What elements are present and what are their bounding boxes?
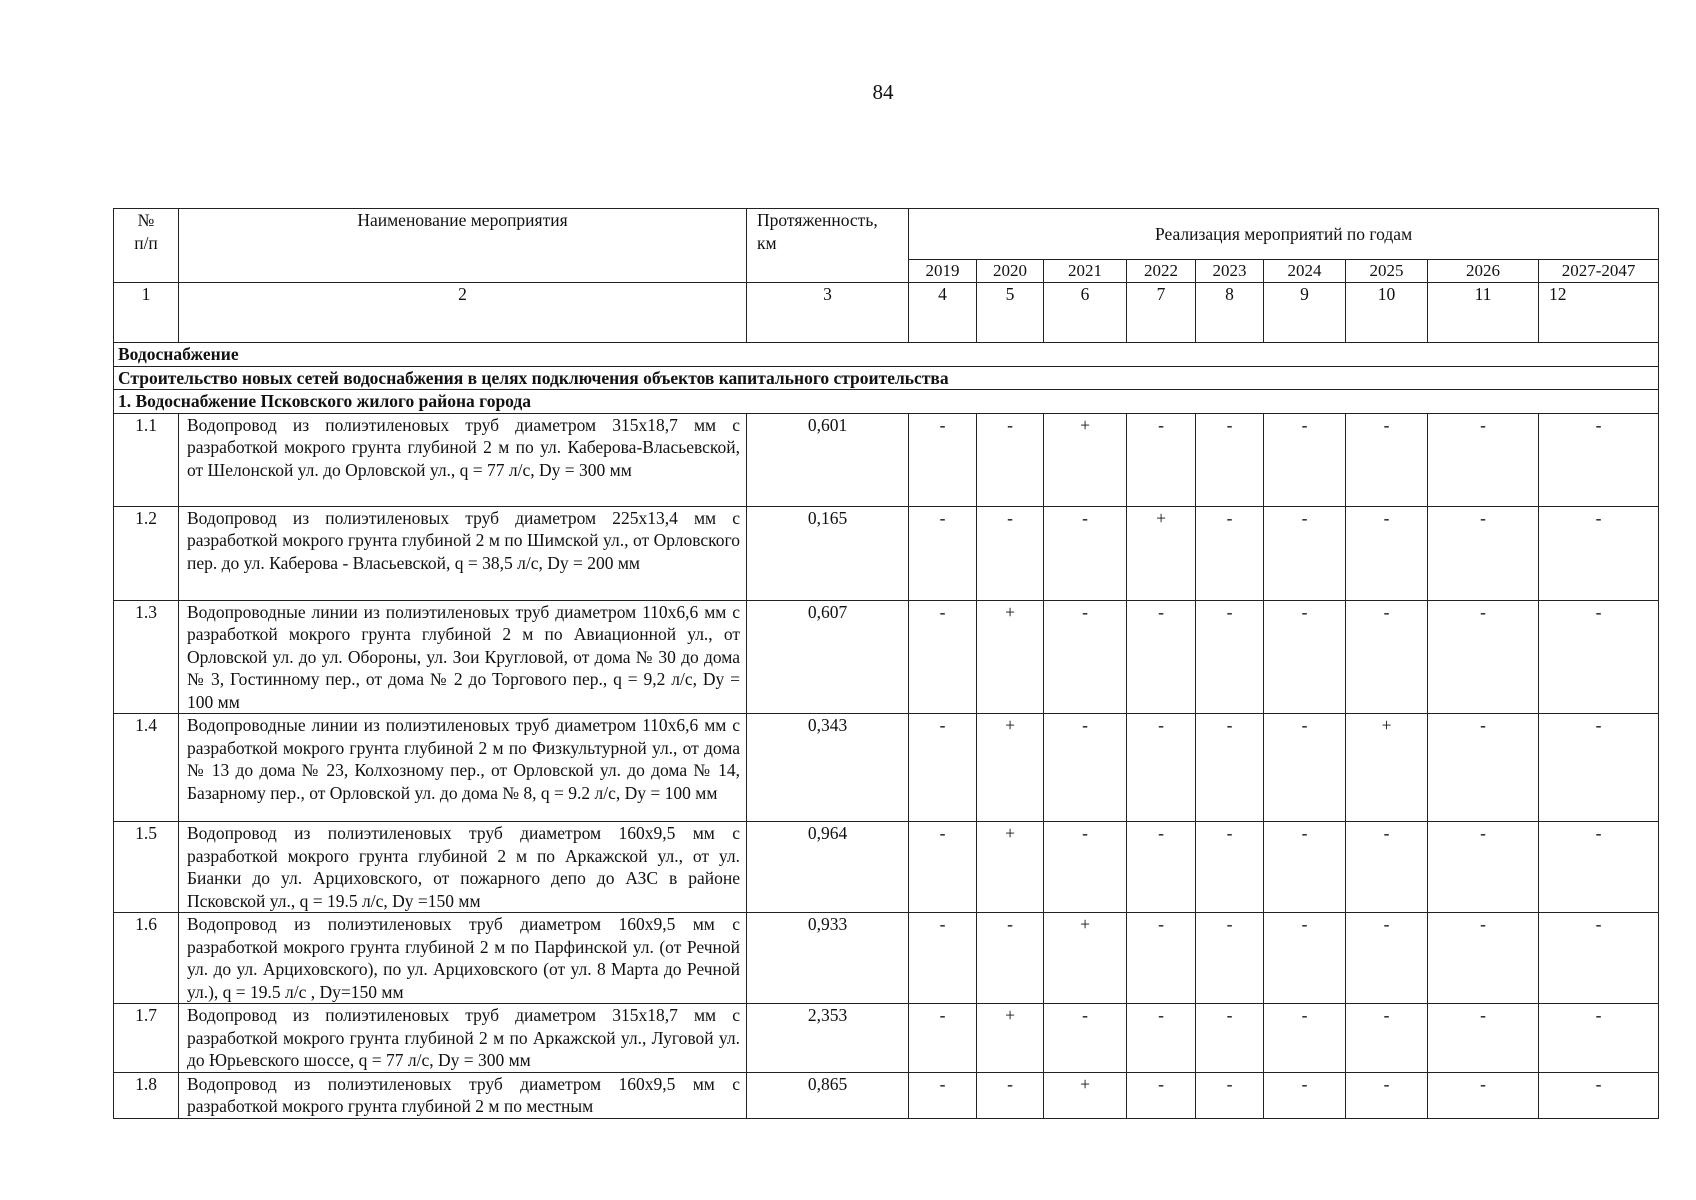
year-mark: - (909, 913, 977, 1004)
column-number: 11 (1428, 283, 1539, 343)
column-number: 2 (179, 283, 747, 343)
year-mark: - (1196, 714, 1264, 822)
section-pskov-district: 1. Водоснабжение Псковского жилого района города (114, 390, 1659, 414)
year-mark: - (1196, 913, 1264, 1004)
year-mark: - (1264, 1004, 1346, 1073)
section-row (114, 343, 1659, 367)
row-length: 0,865 (747, 1072, 909, 1118)
year-mark: - (1044, 714, 1127, 822)
year-mark: - (1346, 600, 1428, 714)
row-description: Водопровод из полиэтиленовых труб диаметром 315х18,7 мм с разработкой мокрого грунта глубиной 2 м по Аркажской ул., Луговой ул. до Юрьевского шоссе, q = 77 л/с, Dy = 300 мм (179, 1004, 747, 1073)
year-mark: + (1044, 1072, 1127, 1118)
year-mark: - (1044, 600, 1127, 714)
year-mark: + (1127, 506, 1196, 600)
year-mark: - (1428, 822, 1539, 913)
table-row (114, 506, 1659, 600)
year-mark: - (977, 413, 1044, 506)
year-mark: - (1346, 1004, 1428, 1073)
year-mark: - (1346, 913, 1428, 1004)
year-mark: - (1127, 1004, 1196, 1073)
row-index: 1.6 (114, 913, 179, 1004)
year-mark: - (1264, 1072, 1346, 1118)
row-index: 1.8 (114, 1072, 179, 1118)
column-number: 5 (977, 283, 1044, 343)
year-mark: - (909, 1072, 977, 1118)
year-mark: - (1346, 413, 1428, 506)
row-index: 1.5 (114, 822, 179, 913)
year-mark: + (977, 822, 1044, 913)
row-description: Водопровод из полиэтиленовых труб диаметром 225х13,4 мм с разработкой мокрого грунта глубиной 2 м по Шимской ул., от Орловского пер. до ул. Каберова - Власьевской, q = 38,5 л/с, Dy = 200 мм (179, 506, 747, 600)
year-mark: - (1196, 506, 1264, 600)
section-row (114, 390, 1659, 414)
year-header: 2025 (1346, 260, 1428, 283)
table-row (114, 1004, 1659, 1073)
year-mark: - (1428, 1072, 1539, 1118)
section-row (114, 366, 1659, 390)
header-num: № п/п (114, 209, 179, 283)
year-mark: - (909, 822, 977, 913)
row-index: 1.1 (114, 413, 179, 506)
year-mark: - (1428, 1004, 1539, 1073)
year-mark: - (1264, 413, 1346, 506)
year-mark: - (909, 1004, 977, 1073)
section-new-networks: Строительство новых сетей водоснабжения в целях подключения объектов капитального строительства (114, 366, 1659, 390)
header-name: Наименование мероприятия (179, 209, 747, 283)
year-mark: - (1539, 600, 1659, 714)
year-mark: - (1346, 1072, 1428, 1118)
year-header: 2027-2047 (1539, 260, 1659, 283)
column-number-row (114, 283, 1659, 343)
year-mark: - (909, 413, 977, 506)
year-mark: - (1539, 413, 1659, 506)
row-length: 0,601 (747, 413, 909, 506)
column-number: 10 (1346, 283, 1428, 343)
year-mark: - (1196, 1004, 1264, 1073)
row-index: 1.7 (114, 1004, 179, 1073)
column-number: 6 (1044, 283, 1127, 343)
row-index: 1.3 (114, 600, 179, 714)
year-header: 2023 (1196, 260, 1264, 283)
year-mark: - (1264, 714, 1346, 822)
year-mark: - (1539, 1004, 1659, 1073)
header-row (114, 209, 1659, 260)
row-length: 0,607 (747, 600, 909, 714)
year-mark: + (1044, 413, 1127, 506)
measures-table (113, 208, 1659, 1119)
section-water-supply: Водоснабжение (114, 343, 1659, 367)
year-mark: - (977, 506, 1044, 600)
year-mark: - (1346, 822, 1428, 913)
year-header: 2026 (1428, 260, 1539, 283)
header-years-title: Реализация мероприятий по годам (909, 209, 1659, 260)
year-header: 2024 (1264, 260, 1346, 283)
year-mark: + (977, 600, 1044, 714)
year-mark: - (1264, 913, 1346, 1004)
row-length: 2,353 (747, 1004, 909, 1073)
year-mark: - (909, 506, 977, 600)
year-header: 2020 (977, 260, 1044, 283)
year-mark: - (1346, 506, 1428, 600)
year-mark: - (977, 913, 1044, 1004)
year-mark: + (1346, 714, 1428, 822)
year-mark: - (1428, 714, 1539, 822)
row-length: 0,964 (747, 822, 909, 913)
table-row (114, 714, 1659, 822)
year-mark: - (1127, 913, 1196, 1004)
row-index: 1.2 (114, 506, 179, 600)
year-mark: - (1428, 506, 1539, 600)
year-mark: - (909, 714, 977, 822)
year-mark: - (1044, 822, 1127, 913)
year-mark: - (909, 600, 977, 714)
year-mark: - (1127, 1072, 1196, 1118)
year-mark: + (1044, 913, 1127, 1004)
year-mark: - (1264, 506, 1346, 600)
table-row (114, 822, 1659, 913)
table-row (114, 913, 1659, 1004)
year-mark: - (1539, 822, 1659, 913)
year-mark: - (1044, 506, 1127, 600)
year-header: 2022 (1127, 260, 1196, 283)
year-mark: - (1127, 822, 1196, 913)
year-mark: - (1539, 1072, 1659, 1118)
year-mark: - (1127, 714, 1196, 822)
table-row (114, 1072, 1659, 1118)
year-mark: - (1428, 913, 1539, 1004)
row-description: Водопровод из полиэтиленовых труб диаметром 315х18,7 мм с разработкой мокрого грунта глубиной 2 м по ул. Каберова-Власьевской, от Шелонской ул. до Орловской ул., q = 77 л/с, Dy = 300 мм (179, 413, 747, 506)
year-header: 2021 (1044, 260, 1127, 283)
row-description: Водопроводные линии из полиэтиленовых труб диаметром 110х6,6 мм с разработкой мокрого грунта глубиной 2 м по Авиационной ул., от Орловской ул. до ул. Обороны, ул. Зои Кругловой, от дома № 30 до дома № 3, Гостинному пер., от дома № 2 до Торгового пер., q = 9,2 л/с, Dy = 100 мм (179, 600, 747, 714)
row-description: Водопровод из полиэтиленовых труб диаметром 160х9,5 мм с разработкой мокрого грунта глубиной 2 м по Аркажской ул., от ул. Бианки до ул. Арциховского, от пожарного депо до АЗС в районе Псковской ул., q = 19.5 л/с, Dy =150 мм (179, 822, 747, 913)
year-mark: - (977, 1072, 1044, 1118)
row-description: Водопровод из полиэтиленовых труб диаметром 160х9,5 мм с разработкой мокрого грунта глубиной 2 м по Парфинской ул. (от Речной ул. до ул. Арциховского), по ул. Арциховского (от ул. 8 Марта до Речной ул.), q = 19.5 л/с , Dy=150 мм (179, 913, 747, 1004)
row-length: 0,933 (747, 913, 909, 1004)
year-mark: + (977, 1004, 1044, 1073)
year-mark: - (1196, 822, 1264, 913)
year-mark: - (1428, 413, 1539, 506)
year-mark: - (1127, 413, 1196, 506)
year-mark: - (1539, 714, 1659, 822)
year-mark: - (1264, 822, 1346, 913)
year-mark: - (1264, 600, 1346, 714)
column-number: 3 (747, 283, 909, 343)
table-row (114, 413, 1659, 506)
year-mark: - (1539, 506, 1659, 600)
row-length: 0,343 (747, 714, 909, 822)
column-number: 4 (909, 283, 977, 343)
page-number: 84 (872, 80, 894, 104)
row-length: 0,165 (747, 506, 909, 600)
year-mark: - (1044, 1004, 1127, 1073)
row-index: 1.4 (114, 714, 179, 822)
row-description: Водопроводные линии из полиэтиленовых труб диаметром 110х6,6 мм с разработкой мокрого грунта глубиной 2 м по Физкультурной ул., от дома № 13 до дома № 23, Колхозному пер., от Орловской ул. до дома № 14, Базарному пер., от Орловской ул. до дома № 8, q = 9.2 л/с, Dy = 100 мм (179, 714, 747, 822)
year-mark: + (977, 714, 1044, 822)
year-mark: - (1196, 600, 1264, 714)
column-number: 7 (1127, 283, 1196, 343)
year-header: 2019 (909, 260, 977, 283)
header-length: Протяженность, км (747, 209, 909, 283)
table-row (114, 600, 1659, 714)
column-number: 1 (114, 283, 179, 343)
year-mark: - (1539, 913, 1659, 1004)
column-number: 9 (1264, 283, 1346, 343)
year-mark: - (1196, 1072, 1264, 1118)
year-mark: - (1196, 413, 1264, 506)
year-mark: - (1127, 600, 1196, 714)
column-number: 8 (1196, 283, 1264, 343)
column-number: 12 (1539, 283, 1659, 343)
year-mark: - (1428, 600, 1539, 714)
row-description: Водопровод из полиэтиленовых труб диаметром 160х9,5 мм с разработкой мокрого грунта глубиной 2 м по местным (179, 1072, 747, 1118)
